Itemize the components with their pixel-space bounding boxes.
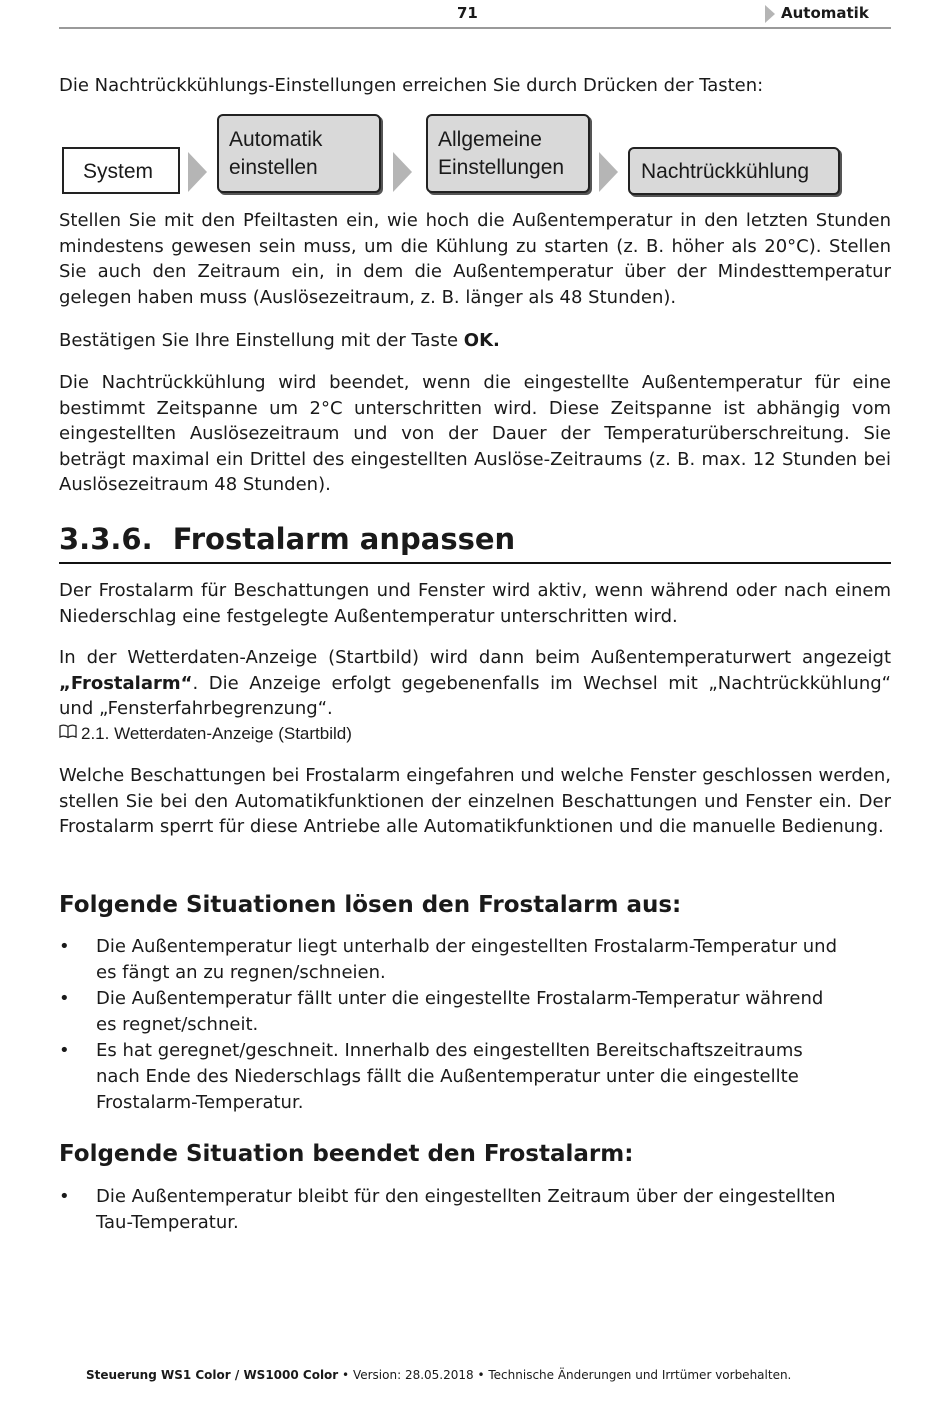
paragraph-confirm: [59, 328, 891, 354]
ok-key-label: OK.: [463, 330, 500, 351]
menu-box-label: Nachtrückkühlung: [641, 160, 810, 183]
ending-list: [59, 1184, 849, 1236]
menu-box-label: Automatik: [229, 128, 323, 151]
footer-separator: •: [473, 1368, 489, 1382]
page-number: 71: [457, 4, 478, 22]
list-item: • Die Außentemperatur liegt unterhalb der eingestellten Frostalarm-Temperatur und es fängt an zu regnen/schneien.: [59, 934, 849, 986]
section-heading: [59, 520, 891, 564]
chevron-right-icon: [765, 5, 775, 23]
paragraph-frost-config: Welche Beschattungen bei Frostalarm eingefahren und welche Fenster geschlossen werden, stellen Sie bei den Automatikfunktionen der einzelnen Beschattungen und Fenster ein. Der Frostalarm sperrt für diese Antriebe alle Automatikfunktionen und die manuelle Bedienung.: [59, 765, 891, 837]
list-item: • Die Außentemperatur fällt unter die eingestellte Frostalarm-Temperatur während es regnet/schneit.: [59, 986, 849, 1038]
paragraph-frost-display: [59, 645, 891, 722]
paragraph-end-condition: Die Nachtrückkühlung wird beendet, wenn die eingestellte Außentemperatur für eine bestimmt Zeitspanne um 2°C unterschritten wird. Diese Zeitspanne ist abhängig vom eingestellten Auslösezeitraum und von der Dauer der Temperaturüberschreitung. Sie beträgt maximal ein Drittel des eingestellten Auslöse-Zeitraums (z. B. max. 12 Stunden bei Auslösezeitraum 48 Stunden).: [59, 372, 891, 495]
arrow-right-icon: [188, 152, 207, 192]
section-number: 3.3.6.: [59, 522, 153, 556]
arrow-right-icon: [599, 152, 618, 192]
paragraph-settings: Stellen Sie mit den Pfeiltasten ein, wie hoch die Außentemperatur in den letzten Stunden mindestens gewesen sein muss, um die Kühlung zu starten (z. B. höher als 20°C). Stellen Sie auch den Zeitraum ein, in dem die Außentemperatur über der Mindesttemperatur gelegen haben muss (Auslösezeitraum, z. B. länger als 48 Stunden).: [59, 210, 891, 308]
arrow-right-icon: [393, 152, 412, 192]
menu-box-label: System: [83, 160, 154, 183]
menu-box-label: Allgemeine: [438, 128, 542, 151]
menu-box-automatik: [217, 114, 381, 193]
footer-separator: •: [338, 1368, 353, 1382]
menu-path-diagram: [59, 113, 891, 198]
list-item: • Es hat geregnet/geschneit. Innerhalb des eingestellten Bereitschaftszeitraums nach Ende des Niederschlags fällt die Außentemperatur unter die eingestellte Frostalarm-Temperatur.: [59, 1038, 849, 1116]
triggers-heading: Folgende Situationen lösen den Frostalarm aus:: [59, 892, 682, 918]
text-span: . Die Anzeige erfolgt gegebenenfalls im Wechsel mit „Nachtrückkühlung“ und „Fensterfahrbegrenzung“.: [59, 672, 891, 719]
page-header: [59, 0, 891, 29]
page-footer: [86, 1366, 866, 1384]
menu-box-nachtrueckkuehlung: [628, 147, 840, 195]
menu-box-system: [62, 147, 180, 194]
cross-reference-text[interactable]: 2.1. Wetterdaten-Anzeige (Startbild): [81, 724, 352, 743]
footer-product: Steuerung WS1 Color / WS1000 Color: [86, 1368, 339, 1382]
paragraph-frost-intro: Der Frostalarm für Beschattungen und Fenster wird aktiv, wenn während oder nach einem Niederschlag eine festgelegte Außentemperatur unterschritten wird.: [59, 580, 891, 627]
ending-heading: Folgende Situation beendet den Frostalarm:: [59, 1141, 634, 1167]
text-span: In der Wetterdaten-Anzeige (Startbild) wird dann beim Außentemperaturwert angezeigt: [59, 647, 891, 668]
list-item: • Die Außentemperatur bleibt für den eingestellten Zeitraum über der eingestellten Tau-Temperatur.: [59, 1184, 849, 1236]
footer-version: Version: 28.05.2018: [352, 1368, 474, 1382]
paragraph-confirm-text: Bestätigen Sie Ihre Einstellung mit der Taste: [59, 330, 464, 351]
header-section-title: Automatik: [781, 4, 869, 22]
menu-box-label: Einstellungen: [438, 156, 565, 179]
menu-box-label: einstellen: [229, 156, 318, 179]
cross-reference[interactable]: [59, 722, 352, 746]
frostalarm-label: „Frostalarm“: [59, 672, 193, 694]
triggers-list: [59, 934, 849, 1116]
menu-box-allgemeine: [426, 114, 590, 193]
intro-text: Die Nachtrückkühlungs-Einstellungen erreichen Sie durch Drücken der Tasten:: [59, 75, 764, 96]
book-icon: [59, 722, 81, 746]
section-title: Frostalarm anpassen: [172, 522, 516, 556]
footer-disclaimer: Technische Änderungen und Irrtümer vorbehalten.: [488, 1368, 792, 1382]
